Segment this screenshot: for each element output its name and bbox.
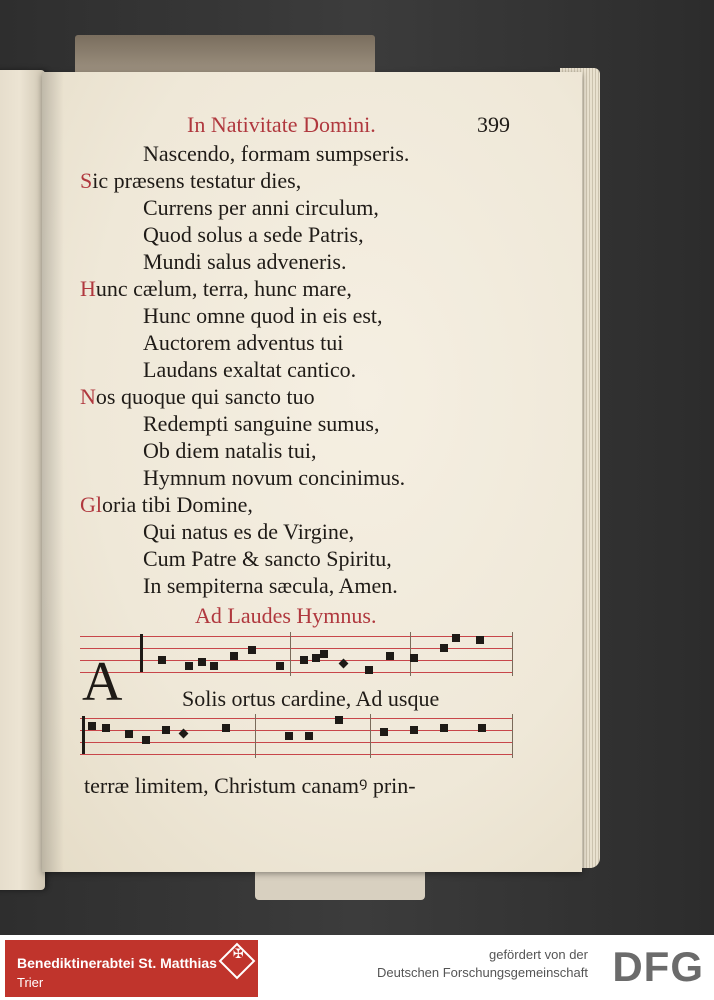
- verse-text: Cum Patre & sancto Spiritu,: [143, 546, 392, 571]
- section-heading: Ad Laudes Hymnus.: [195, 603, 377, 628]
- page-bottom-tab: [255, 868, 425, 900]
- verse-text: Redempti sanguine sumus,: [143, 411, 380, 436]
- verse-line: [143, 464, 405, 491]
- institution-logo[interactable]: [5, 940, 258, 997]
- verse-text: unc cælum, terra, hunc mare,: [95, 276, 352, 301]
- verse-text: Mundi salus adveneris.: [143, 249, 347, 274]
- verse-text: In sempiterna sæcula, Amen.: [143, 573, 398, 598]
- verse-line: [80, 167, 301, 194]
- verse-text: Qui natus es de Virgine,: [143, 519, 355, 544]
- verse-text: Currens per anni circulum,: [143, 195, 379, 220]
- verse-text: Hymnum novum concinimus.: [143, 465, 406, 490]
- book-cover-top: [75, 35, 375, 73]
- page-gutter-shadow: [42, 72, 64, 872]
- red-initial: H: [80, 276, 96, 301]
- verse-line: [143, 248, 346, 275]
- verse-text: ic præsens testatur dies,: [92, 168, 302, 193]
- verse-line: [143, 329, 343, 356]
- verse-line: [143, 437, 317, 464]
- red-initial: N: [80, 384, 96, 409]
- red-initial: S: [80, 168, 93, 193]
- chant-staff-1: [80, 632, 512, 676]
- clef-icon: [140, 634, 143, 672]
- verse-text: os quoque qui sancto tuo: [95, 384, 315, 409]
- chant-lyric-2: terræ limitem, Christum canamꝰ prin-: [84, 773, 416, 798]
- verse-text: Quod solus a sede Patris,: [143, 222, 364, 247]
- funding-line-1: gefördert von der: [488, 947, 588, 962]
- verse-text: Nascendo, formam sumpseris.: [143, 141, 410, 166]
- institution-city: Trier: [17, 975, 44, 990]
- verse-line: [143, 302, 383, 329]
- chant-initial: A: [82, 651, 123, 713]
- verse-line: [143, 140, 409, 167]
- institution-name: Benediktinerabtei St. Matthias: [17, 955, 217, 971]
- verse-text: Laudans exaltat cantico.: [143, 357, 357, 382]
- verse-line: [143, 221, 364, 248]
- verse-line: [143, 356, 356, 383]
- red-initial: Gl: [80, 492, 102, 517]
- facing-page-edge: [0, 70, 45, 890]
- verse-line: [143, 545, 392, 572]
- running-title: In Nativitate Domini.: [187, 112, 376, 137]
- verse-line: [80, 491, 253, 518]
- dfg-logo[interactable]: DFG: [612, 943, 704, 990]
- verse-text: Ob diem natalis tui,: [143, 438, 317, 463]
- verse-line: [143, 572, 398, 599]
- verse-line: [80, 275, 352, 302]
- verse-line: [80, 383, 315, 410]
- chant-lyric-1: Solis ortus cardine, Ad usque: [182, 686, 440, 711]
- page-number: 399: [477, 112, 510, 137]
- verse-text: oria tibi Domine,: [102, 492, 253, 517]
- chant-staff-2: [80, 714, 512, 758]
- verse-line: [143, 194, 379, 221]
- footer-bar: [0, 935, 714, 1000]
- verse-text: Auctorem adventus tui: [143, 330, 344, 355]
- verse-text: Hunc omne quod in eis est,: [143, 303, 383, 328]
- abbey-emblem-icon: ✠: [219, 943, 256, 980]
- clef-icon: [82, 716, 85, 754]
- funding-line-2: Deutschen Forschungsgemeinschaft: [376, 965, 588, 980]
- verse-line: [143, 518, 354, 545]
- verse-line: [143, 410, 379, 437]
